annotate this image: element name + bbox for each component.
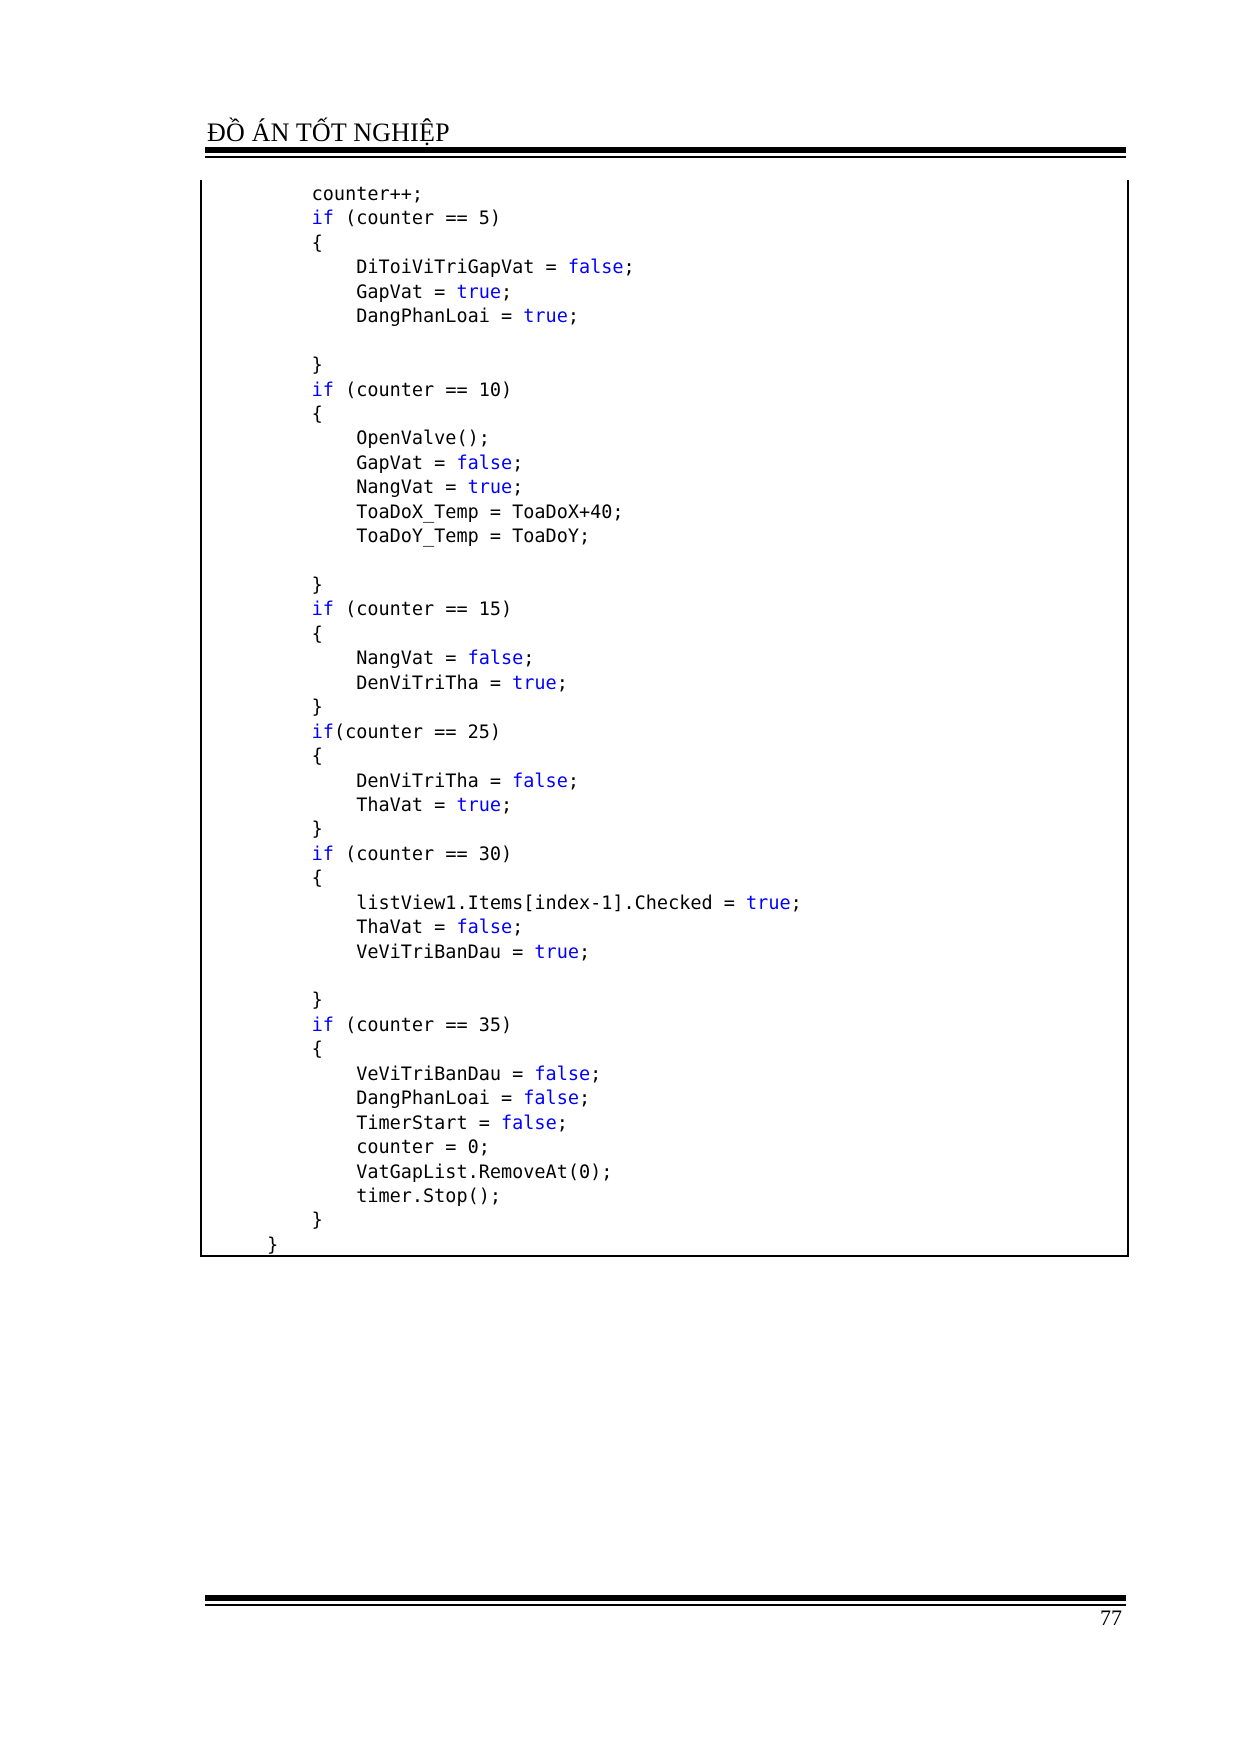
code-text: ; [623,257,635,279]
code-line [178,1161,802,1185]
code-line [178,721,802,745]
code-line [178,672,802,696]
code-text: ToaDoY_Temp = ToaDoY; [178,526,591,548]
code-line [178,1136,802,1160]
code-line [178,623,802,647]
code-text: { [178,746,323,768]
code-line [178,1112,802,1136]
code-text: } [178,819,323,841]
code-text: ; [501,281,513,303]
code-text: GapVat = [178,281,457,303]
document-header-title: ĐỒ ÁN TỐT NGHIỆP [207,118,450,147]
code-line [178,1038,802,1062]
code-text: DangPhanLoai = [178,306,524,328]
code-text: ; [578,1088,591,1110]
code-text: NangVat = [178,648,468,670]
code-line [178,696,802,720]
code-text: DangPhanLoai = [178,1088,524,1110]
code-line [178,281,802,305]
code-text: { [178,623,323,645]
code-line [178,818,802,842]
code-line [178,843,802,867]
code-line [178,989,802,1013]
code-line [178,574,802,598]
footer-rule-thick [205,1595,1126,1601]
code-text [178,208,312,229]
code-text: ; [590,1063,602,1085]
code-listing-box [178,180,1129,1257]
code-text: VatGapList.RemoveAt(0); [178,1161,613,1183]
code-line [178,1087,802,1111]
code-line [178,525,802,549]
code-text: } [178,1210,323,1232]
code-keyword: false [456,917,513,939]
code-line [178,770,802,794]
code-text: NangVat = [178,477,468,499]
code-keyword: false [467,648,524,670]
code-keyword: false [456,452,513,474]
code-text: ; [567,306,579,328]
code-keyword: true [456,281,502,303]
code-line [178,452,802,476]
code-text: OpenValve(); [178,428,490,450]
code-text: TimerStart = [178,1112,502,1134]
code-text [178,722,312,743]
code-line [178,892,802,916]
code-line [178,501,802,525]
footer-rule-thin [205,1604,1126,1606]
code-keyword: if [311,1014,334,1036]
code-text: (counter == 5) [333,208,502,230]
code-keyword: false [512,770,568,792]
code-text: VeViTriBanDau = [178,941,535,963]
code-text: { [178,403,323,425]
code-line [178,1209,802,1233]
code-text: { [178,868,323,890]
code-line [178,867,802,891]
code-keyword: true [523,306,568,328]
code-text [178,1015,312,1036]
code-listing [178,183,802,1258]
code-line [178,305,802,329]
code-text: VeViTriBanDau = [178,1063,535,1085]
code-text [178,599,312,620]
code-line [178,354,802,378]
code-text: ; [790,892,802,914]
code-text: { [178,1039,323,1061]
code-line [178,598,802,622]
code-line [178,476,802,500]
code-keyword: true [534,941,579,963]
header-rule-thin [205,156,1126,158]
code-text: timer.Stop(); [178,1185,502,1207]
code-text: counter = 0; [178,1137,490,1159]
code-line [178,232,802,256]
code-text: } [178,355,323,377]
code-text: ; [556,1112,568,1134]
code-text: DiToiViTriGapVat = [178,257,568,279]
code-text: } [178,697,323,719]
code-text: ThaVat = [178,794,457,816]
code-keyword: if [311,599,334,621]
code-line [178,403,802,427]
code-keyword: false [501,1112,557,1134]
code-text: listView1.Items[index-1].Checked = [178,892,747,914]
code-line [178,965,802,989]
code-text: ; [556,672,568,694]
code-text [178,380,312,401]
code-text: { [178,232,323,254]
header-rule-thick [205,147,1126,153]
code-text: counter++; [178,184,424,205]
code-line [178,330,802,354]
code-text: ; [578,941,591,963]
code-line [178,1063,802,1087]
code-line [178,1014,802,1038]
code-keyword: if [311,379,334,401]
code-text: ; [501,794,513,816]
code-line [178,207,802,231]
code-text: ThaVat = [178,917,457,939]
code-line [178,916,802,940]
code-keyword: true [746,892,791,914]
code-text: (counter == 30) [333,843,513,865]
code-line [178,794,802,818]
code-keyword: true [512,672,557,694]
code-keyword: true [467,477,513,499]
page-number: 77 [1100,1605,1122,1630]
code-line [178,745,802,769]
code-text [178,844,312,865]
code-keyword: false [534,1063,591,1085]
code-text: ; [512,917,524,939]
code-text: (counter == 15) [333,599,513,621]
code-text: (counter == 10) [333,379,513,401]
code-text: } [178,990,323,1012]
code-line [178,256,802,280]
code-line [178,379,802,403]
code-text: DenViTriTha = [178,672,513,694]
code-keyword: if [311,721,334,743]
code-line [178,647,802,671]
code-text: ; [523,648,535,670]
code-line [178,427,802,451]
code-keyword: if [311,843,334,865]
code-line [178,941,802,965]
code-text: } [178,575,323,596]
code-line [178,183,802,207]
code-text: ToaDoX_Temp = ToaDoX+40; [178,501,624,523]
code-text: DenViTriTha = [178,770,513,792]
code-keyword: false [523,1088,579,1110]
code-text: ; [567,770,579,792]
code-line [178,1185,802,1209]
code-keyword: true [456,794,502,816]
code-text: } [178,1234,279,1256]
code-line [178,1234,802,1258]
code-text: GapVat = [178,452,457,474]
code-text: ; [512,452,524,474]
code-line [178,550,802,574]
code-text: ; [512,477,524,499]
code-keyword: false [567,257,624,279]
code-keyword: if [311,208,334,230]
code-text: (counter == 35) [333,1014,513,1036]
code-text: (counter == 25) [333,721,502,743]
